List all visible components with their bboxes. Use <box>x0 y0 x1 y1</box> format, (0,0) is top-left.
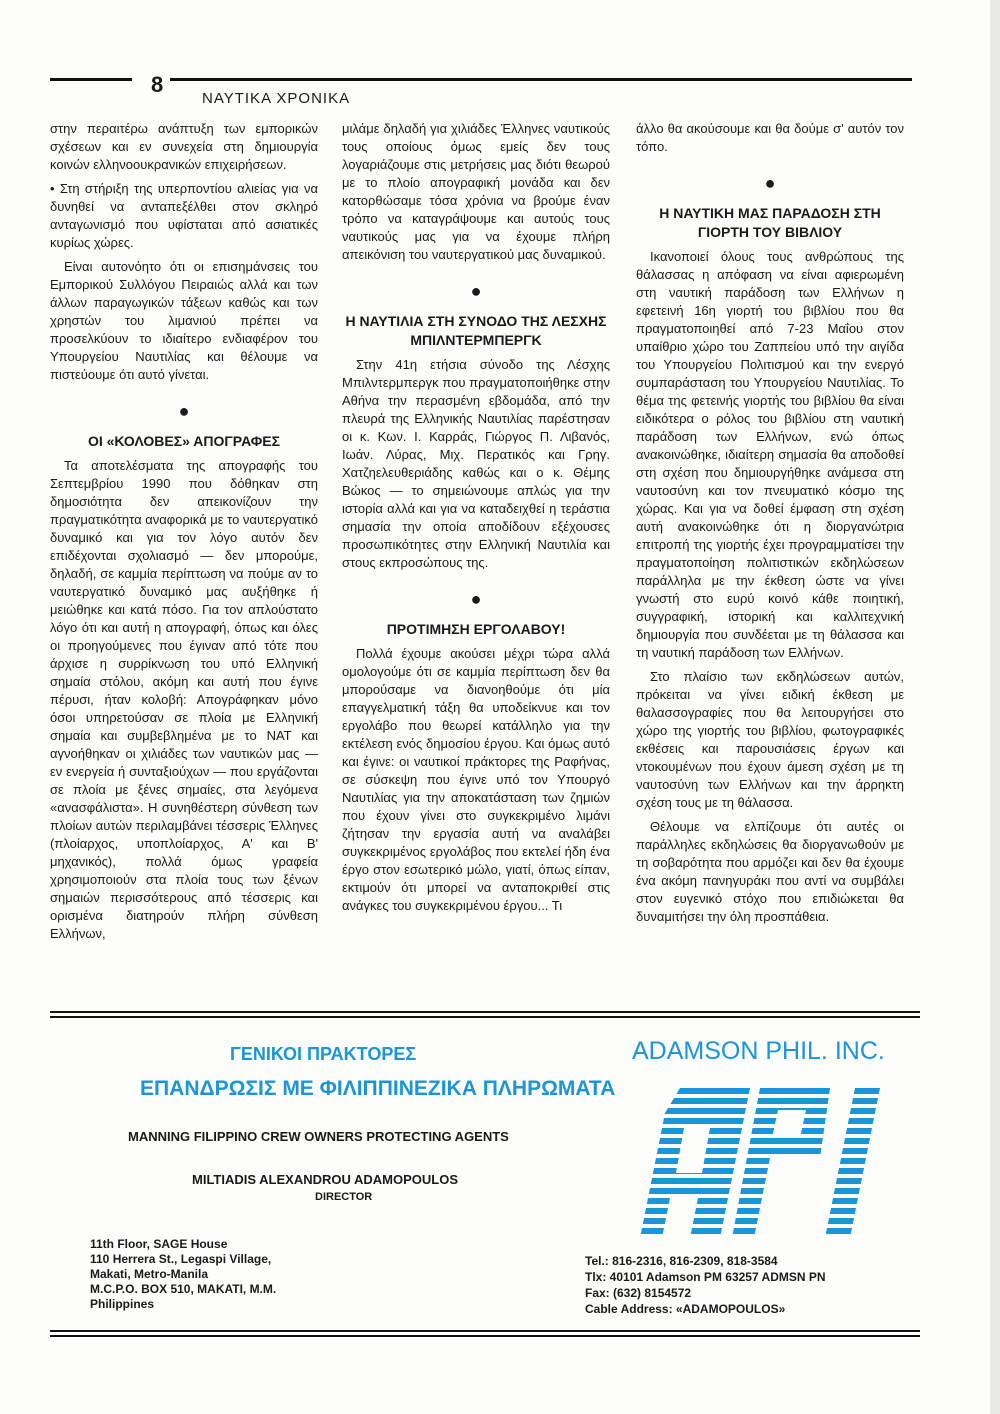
paragraph: Στο πλαίσιο των εκδηλώσεων αυτών, πρόκειται να γίνει ειδική έκθεση με θαλασσογραφίες που θα λειτουργήσει στο χώρο της γιορτής του βιβλίου, φωτογραφικές εκθέσεις και παρουσιάσεις έργων και ντοκουμένων που έχουν άμεση σχέση με τη ναυτοσύνη των Ελλήνων και την άρρηκτη σχέση τους με τη θάλασσα. <box>636 669 904 810</box>
paragraph: Τα αποτελέσματα της απογραφής του Σεπτεμβρίου 1990 που δόθηκαν στη δημοσιότητα δεν απεικονίζουν την πραγματικότητα αναφορικά με το ναυτεργατικό δυναμικό και για τον λόγο αυτόν δεν επιδέχονται σχολιασμό — δεν μπορούμε, δηλαδή, σε καμμία περίπτωση να πούμε αν το ναυτεργατικό δυναμικό μας αυξήθηκε ή μειώθηκε και κατά πόσο. Για τον απλούστατο λόγο ότι και αυτή η απογραφή, όπως και όλες οι προηγούμενες που έγιναν από τότε που άρχισε η συρρίκνωση του υπό Ελληνική σημαία στόλου, ακόμη και αυτή που έγινε πέρυσι, ήταν κολοβή: Απογράφηκαν μόνο όσοι υπηρετούσαν σε πλοία με Ελληνική σημαία και συμβεβλημένα με το ΝΑΤ και αγνοήθηκαν οι χιλιάδες των ναυτικών μας — εν ενεργεία ή συνταξιούχων — που εργάζονται σε πλοία με ξένες σημαίες, στα λεγόμενα «ανασφάλιστα». Η συνηθέστερη σύνθεση των πλοίων αυτών περιλαμβάνει τέσσερις Έλληνες (πλοίαρχος, υποπλοίαρχος, Α' και Β' μηχανικός), πολλά όμως γραφεία χρησιμοποιούν στα πλοία τους των ξένων σημαιών περισσότερους από τέσσερις και ορισμένα διατηρούν πλήρη σύνθεση Ελλήνων, <box>50 458 318 941</box>
address-line: Makati, Metro-Manila <box>90 1267 209 1281</box>
paragraph: άλλο θα ακούσουμε και θα δούμε σ' αυτόν τον τόπο. <box>636 121 904 154</box>
address-line: 110 Herrera St., Legaspi Village, <box>90 1252 272 1266</box>
paragraph: Πολλά έχουμε ακούσει μέχρι τώρα αλλά ομολογούμε ότι σε καμμία περίπτωση δεν θα μπορούσαμε να διανοηθούμε ότι μία επαγγελματική τάξη θα υποδείκνυε και τον εργολάβο που θεωρεί κατάλληλο για την εκτέλεση ενός δημοσίου έργου. Και όμως αυτό και έγινε: οι ναυτικοί πράκτορες της Ραφήνας, σε σύσκεψη που έγινε υπό τον Υπουργό Ναυτιλίας για την αποκατάσταση των ζημιών που έχουν γίνει στο συγκεκριμένο λιμάνι ζήτησαν την εργασία αυτή να αναλάβει συγκεκριμένος εργολάβος που εκτελεί ήδη ένα έργο στον εσωτερικό μώλο, γιατί, όπως είπαν, εκτιμούν ότι μπορεί να ανταποκριθεί στις ανάγκες του συγκεκριμένου έργου... Τι <box>342 646 610 913</box>
ad-manning-english: MANNING FILIPPINO CREW OWNERS PROTECTING AGENTS <box>128 1129 509 1144</box>
address-line: Philippines <box>90 1297 155 1311</box>
paragraph: στην περαιτέρω ανάπτυξη των εμπορικών σχέσεων και εν συνεχεία στη δημιουργία κοινών ελληνοουκρανικών επιχειρήσεων. <box>50 121 318 172</box>
ad-general-agents: ΓΕΝΙΚΟΙ ΠΡΑΚΤΟΡΕΣ <box>230 1044 417 1064</box>
api-logo-icon <box>640 1078 910 1243</box>
section-separator: ● <box>178 401 190 421</box>
article-heading: Η ΝΑΥΤΙΛΙΑ ΣΤΗ ΣΥΝΟΔΟ ΤΗΣ ΛΕΣΧΗΣ ΜΠΙΛΝΤΕΡΜΠΕΡΓΚ <box>345 313 607 348</box>
ad-top-rule-2 <box>50 1016 920 1018</box>
contact-line: Tlx: 40101 Adamson PM 63257 ADMSN PN <box>585 1270 826 1284</box>
column-2 <box>342 120 610 921</box>
ad-director-title: DIRECTOR <box>315 1191 373 1203</box>
ad-contact-block <box>585 1253 826 1317</box>
page-edge-shadow <box>990 0 1000 1414</box>
ad-top-rule-1 <box>50 1011 920 1013</box>
ad-director-name: MILTIADIS ALEXANDROU ADAMOPOULOS <box>192 1172 459 1187</box>
ad-address-block <box>90 1237 276 1312</box>
article-heading: Η ΝΑΥΤΙΚΗ ΜΑΣ ΠΑΡΑΔΟΣΗ ΣΤΗ ΓΙΟΡΤΗ ΤΟΥ ΒΙΒΛΙΟΥ <box>659 205 881 240</box>
ad-bottom-rule-2 <box>50 1335 920 1337</box>
contact-line: Cable Address: «ADAMOPOULOS» <box>585 1302 786 1316</box>
contact-line: Fax: (632) 8154572 <box>585 1286 692 1300</box>
paragraph: μιλάμε δηλαδή για χιλιάδες Έλληνες ναυτικούς τους οποίους όμως εμείς δεν τους λογαριάζουμε στις μετρήσεις μας διότι θεωρού με το πλοίο απογραφική μονάδα και δεν κατορθώσαμε τόσα χρόνια να βρούμε έναν τρόπο να καταγράψουμε και αυτούς τους ναυτικούς μας για να έχουμε πλήρη απεικόνιση του ναυτεργατικού μας δυναμικού. <box>342 121 610 262</box>
address-line: M.C.P.O. BOX 510, MAKATI, M.M. <box>90 1282 277 1296</box>
section-separator: ● <box>470 281 482 301</box>
article-heading: ΟΙ «ΚΟΛΟΒΕΣ» ΑΠΟΓΡΑΦΕΣ <box>87 433 281 449</box>
paragraph: Θέλουμε να ελπίζουμε ότι αυτές οι παράλληλες εκδηλώσεις θα διοργανωθούν με τη σοβαρότητα που αρμόζει και δεν θα έχουμε ένα ακόμη πανηγυράκι που αντί να συμβάλει στον ευγενικό στόχο που επιδιώκεται θα δυναμιτήσει την όλη προσπάθεια. <box>636 819 904 924</box>
article-heading: ΠΡΟΤΙΜΗΣΗ ΕΡΓΟΛΑΒΟΥ! <box>386 621 566 637</box>
header-rule-left <box>50 78 132 81</box>
paragraph: Είναι αυτονόητο ότι οι επισημάνσεις του Εμπορικού Συλλόγου Πειραιώς αλλά και των άλλων παραγωγικών τάξεων καθώς και των χρηστών του λιμανιού πρέπει να προσελκύουν το ιδιαίτερο ενδιαφέρον του Υπουργείου Ναυτιλίας και θέλουμε να πιστεύουμε ότι αυτό γίνεται. <box>50 259 318 382</box>
contact-line: Tel.: 816-2316, 816-2309, 818-3584 <box>585 1254 778 1268</box>
ad-manning-greek: ΕΠΑΝΔΡΩΣΙΣ ΜΕ ΦΙΛΙΠΠΙΝΕΖΙΚΑ ΠΛΗΡΩΜΑΤΑ <box>140 1077 616 1100</box>
column-1 <box>50 120 318 949</box>
address-line: 11th Floor, SAGE House <box>90 1237 228 1251</box>
paragraph: • Στη στήριξη της υπερποντίου αλιείας για να δυνηθεί να ανταπεξέλθει στον σκληρό ανταγωνισμό που υφίσταται από ασιατικές κυρίως χώρες. <box>50 181 318 250</box>
column-3 <box>636 120 904 932</box>
ad-company-name: ADAMSON PHIL. INC. <box>632 1037 885 1065</box>
ad-bottom-rule-1 <box>50 1330 920 1332</box>
section-separator: ● <box>764 173 776 193</box>
header-rule-right <box>170 78 912 81</box>
section-separator: ● <box>470 589 482 609</box>
paragraph: Στην 41η ετήσια σύνοδο της Λέσχης Μπιλντερμπεργκ που πραγματοποιήθηκε στην Αθήνα την περασμένη εβδομάδα, από την πλευρά της Ελληνικής Ναυτιλίας παρέστησαν οι κ. Κων. Ι. Καρράς, Γιώργος Π. Λιβανός, Ιωάν. Λύρας, Μιχ. Περατικός και Γρηγ. Χατζηελευθεριάδης καθώς και ο κ. Θέμης Βώκος — το σημειώνουμε απλώς για την ιστορία αλλά και για να καταδειχθεί η τεράστια σημασία την οποία αποδίδουν εξέχουσες προσωπικότητες στην Ελληνική Ναυτιλία και στους εκπροσώπους της. <box>342 357 610 570</box>
page-number: 8 <box>151 72 164 97</box>
paragraph: Ικανοποιεί όλους τους ανθρώπους της θάλασσας η απόφαση να είναι αφιερωμένη στη ναυτική παράδοση των Ελλήνων η εφετεινή 16η γιορτή του βιβλίου που θα πραγματοποιηθεί από 7-23 Μαΐου στον υπαίθριο χώρο του Ζαππείου υπό την αιγίδα του Υπουργείου Πολιτισμού και την ενεργό συμπαράσταση του Υπουργείου Ναυτιλίας. Το θέμα της φετεινής γιορτής του βιβλίου θα είναι ειδικότερα ο ρόλος του βιβλίου στη ναυτική παράδοση των Ελλήνων, ενώ όπως ανακοινώθηκε, ιδιαίτερη σημασία θα αποδοθεί στη σχέση που δημιουργήθηκε ανάμεσα στη ναυτοσύνη και τον πνευματικό κόσμο της χώρας. Και για να δοθεί έμφαση στη σχέση αυτή ανακοινώθηκε ότι η διοργανώτρια επιτροπή της γιορτής έχει προγραμματίσει την πραγματοποίηση πολιτιστικών εκδηλώσεων παράλληλα με την έκθεση ώστε να γίνει γνωστή στο ευρύ κοινό κάθε ποιητική, συγγραφική, ιστορική και καλλιτεχνική δημιουργία που συνδέεται με τη θάλασσα και τη ναυτική παράδοση των Ελλήνων. <box>636 249 904 660</box>
publication-title: ΝΑΥΤΙΚΑ ΧΡΟΝΙΚΑ <box>202 90 351 107</box>
